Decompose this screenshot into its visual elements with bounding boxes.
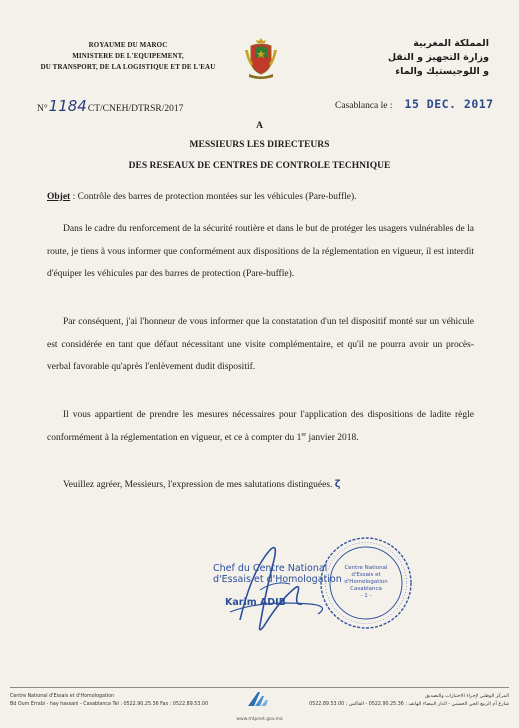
round-stamp-line: d'Essais et [351, 572, 381, 578]
date-stamp: 15 DEC. 2017 [404, 97, 494, 111]
reference-number [37, 97, 183, 115]
round-stamp-line: Casablanca [350, 586, 382, 592]
paragraph-2: Par conséquent, j'ai l'honneur de vous informer que la constatation d'un tel dispositif monté sur un véhicule est considérée en tant que défaut nécessitant une visite complémentaire, et qu'il ne pourra avoir un procès-verbal favorable qu'après l'enlèvement dudit dispositif. [47, 317, 474, 372]
header-right-line: المملكة المغربية [413, 38, 489, 49]
reference-handwritten-number: 1184 [48, 97, 87, 115]
objet-text: : Contrôle des barres de protection montées sur les véhicules (Pare-buffle). [70, 192, 357, 202]
round-stamp-line: Centre National [344, 565, 388, 571]
footer-right-line1: المركز الوطني لإجراء الاختبارات والتصديق [425, 694, 509, 699]
paragraph-1: Dans le cadre du renforcement de la sécurité routière et dans le but de protéger les usagers vulnérables de la route, je tiens à vous informer que conformément aux dispositions de la réglementation en vigueur, il est interdit d'équiper les véhicules par des barres de protection (Pare-buffle). [47, 224, 474, 279]
date-label: Casablanca le : [335, 101, 393, 111]
objet-label: Objet [47, 192, 71, 202]
footer-divider [10, 687, 509, 688]
round-stamp-line: - 1 - [360, 593, 372, 599]
footer-website: www.mtpnet.gov.ma [236, 717, 283, 722]
closing-text: Veuillez agréer, Messieurs, l'expression de mes salutations distinguées. [63, 480, 333, 490]
addressee-a: A [256, 121, 263, 131]
addressee-line1: MESSIEURS LES DIRECTEURS [189, 140, 330, 150]
reference-prefix: N° [37, 104, 48, 114]
paragraph-3 [47, 404, 474, 449]
signatory-name: Karim ADIB [225, 597, 286, 608]
ministry-logo-icon [246, 690, 272, 708]
closing-salutation [47, 474, 474, 497]
signatory-title-line2: d'Essais et d'Homologation [213, 574, 342, 585]
header-left-ministry [28, 40, 228, 73]
paragraph-3-end: janvier 2018. [306, 432, 359, 443]
footer-right-arabic [294, 693, 509, 709]
objet-line [47, 186, 474, 209]
paragraph-3-text: Il vous appartient de prendre les mesures nécessaires pour l'application des dispositions de ladite règle conformément à la réglementation en vigueur, et ce à compter du 1 [47, 410, 474, 443]
footer-left [10, 693, 225, 709]
round-stamp-text [340, 565, 392, 600]
footer-left-line1: Centre National d'Essais et d'Homologation [10, 694, 115, 699]
header-left-line: DU TRANSPORT, DE LA LOGISTIQUE ET DE L'EAU [40, 63, 216, 71]
addressee-line2: DES RESEAUX DE CENTRES DE CONTROLE TECHNIQUE [128, 161, 391, 171]
reference-suffix: CT/CNEH/DTRSR/2017 [87, 104, 184, 114]
footer-left-line2: Bd Oum Errabi - hay hassani - Casablanca Tel : 0522.90.25.36 Fax : 0522.89.53.00 [10, 702, 209, 707]
date-line [335, 97, 494, 111]
handwritten-initial-mark: ζ [334, 479, 341, 490]
header-left-line: ROYAUME DU MAROC [88, 41, 168, 49]
round-stamp-line: d'Homologation [344, 579, 388, 585]
royal-coat-of-arms-icon [241, 36, 281, 80]
header-left-line: MINISTERE DE L'EQUIPEMENT, [72, 52, 184, 60]
header-right-line: و اللوجيستيك والماء [395, 66, 489, 77]
superscript-er: er [301, 431, 307, 438]
header-right-line: وزارة التجهيز و النقل [387, 52, 489, 63]
footer-right-line2: شارع أم الربيع الحي الحسني - الدار البيضاء الهاتف : 0522.90.25.36 - الفاكس : 0522.89.53.00 [309, 702, 509, 707]
header-right-ministry-arabic [369, 37, 489, 79]
signatory-title-line1: Chef du Centre National [213, 563, 328, 574]
